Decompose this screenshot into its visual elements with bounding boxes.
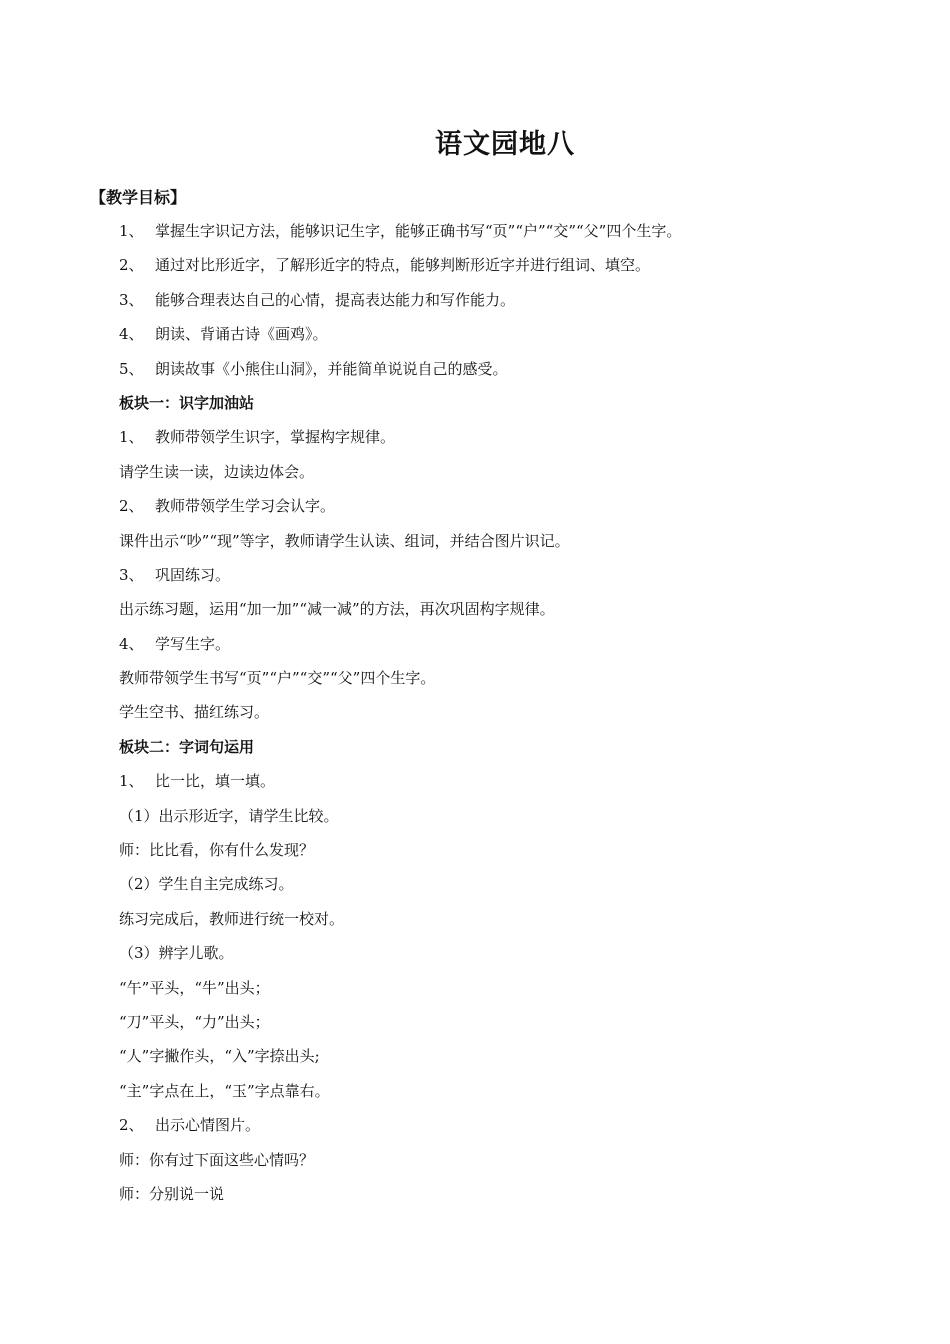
rhyme-text: “刀”平头，“力”出头； bbox=[119, 1012, 270, 1031]
objective-item bbox=[0, 323, 950, 357]
block2-step-item bbox=[0, 1114, 950, 1148]
rhyme-text: “主”字点在上，“玉”字点靠右。 bbox=[119, 1081, 330, 1100]
step-number: 4、 bbox=[119, 634, 144, 653]
block1-step-item bbox=[0, 633, 950, 667]
step-text: 比一比，填一填。 bbox=[155, 772, 276, 791]
block2-heading: 板块二：字词句运用 bbox=[119, 737, 255, 756]
step-text: 巩固练习。 bbox=[155, 565, 231, 584]
rhyme-line bbox=[0, 1080, 950, 1114]
objective-number: 4、 bbox=[119, 325, 144, 344]
step-number: 1、 bbox=[119, 772, 144, 791]
block1-note bbox=[0, 461, 950, 495]
block1-heading: 板块一：识字加油站 bbox=[119, 393, 255, 412]
body-text: （2）学生自主完成练习。 bbox=[119, 875, 294, 894]
block1-note bbox=[0, 530, 950, 564]
block1-step-item bbox=[0, 495, 950, 529]
block2-heading-line bbox=[0, 736, 950, 770]
body-text: （3）辨字儿歌。 bbox=[119, 944, 234, 963]
objective-item bbox=[0, 220, 950, 254]
rhyme-line bbox=[0, 1045, 950, 1079]
objective-item bbox=[0, 254, 950, 288]
body-text: 练习完成后，教师进行统一校对。 bbox=[119, 909, 345, 928]
step-text: 教师带领学生学习会认字。 bbox=[155, 497, 336, 516]
objective-number: 5、 bbox=[119, 359, 144, 378]
objective-number: 2、 bbox=[119, 256, 144, 275]
block2-line bbox=[0, 805, 950, 839]
step-text: 出示心情图片。 bbox=[155, 1116, 261, 1135]
objectives-heading: 【教学目标】 bbox=[90, 188, 187, 207]
block2-line bbox=[0, 1149, 950, 1183]
block1-note bbox=[0, 667, 950, 701]
block2-line bbox=[0, 942, 950, 976]
note-text: 出示练习题，运用“加一加”“减一减”的方法，再次巩固构字规律。 bbox=[119, 600, 555, 619]
block1-note bbox=[0, 701, 950, 735]
block1-note bbox=[0, 598, 950, 632]
body-text: 师：分别说一说 bbox=[119, 1184, 225, 1203]
body-text: 师：你有过下面这些心情吗？ bbox=[119, 1150, 315, 1169]
rhyme-line bbox=[0, 1011, 950, 1045]
rhyme-line bbox=[0, 977, 950, 1011]
body-text: 师：比比看，你有什么发现？ bbox=[119, 841, 315, 860]
objective-text: 朗读故事《小熊住山洞》，并能简单说说自己的感受。 bbox=[155, 359, 508, 378]
note-text: 请学生读一读，边读边体会。 bbox=[119, 462, 315, 481]
objective-text: 通过对比形近字，了解形近字的特点，能够判断形近字并进行组词、填空。 bbox=[155, 256, 651, 275]
objective-text: 朗读、背诵古诗《画鸡》。 bbox=[155, 325, 328, 344]
rhyme-text: “午”平头，“牛”出头； bbox=[119, 978, 270, 997]
block2-line bbox=[0, 1183, 950, 1217]
objective-text: 能够合理表达自己的心情，提高表达能力和写作能力。 bbox=[155, 290, 516, 309]
step-number: 2、 bbox=[119, 497, 144, 516]
note-text: 学生空书、描红练习。 bbox=[119, 703, 270, 722]
note-text: 教师带领学生书写“页”“户”“交”“父”四个生字。 bbox=[119, 669, 436, 688]
objective-item bbox=[0, 358, 950, 392]
step-number: 2、 bbox=[119, 1116, 144, 1135]
step-number: 1、 bbox=[119, 428, 144, 447]
body-text: （1）出示形近字，请学生比较。 bbox=[119, 806, 339, 825]
block2-line bbox=[0, 908, 950, 942]
block2-line bbox=[0, 839, 950, 873]
document-title: 语文园地八 bbox=[435, 129, 575, 160]
document-body bbox=[0, 220, 950, 1217]
objective-number: 1、 bbox=[119, 222, 144, 240]
objective-number: 3、 bbox=[119, 290, 144, 309]
objective-item bbox=[0, 289, 950, 323]
block1-heading-line bbox=[0, 392, 950, 426]
rhyme-text: “人”字撇作头，“入”字捺出头; bbox=[119, 1047, 320, 1066]
step-number: 3、 bbox=[119, 565, 144, 584]
block2-line bbox=[0, 873, 950, 907]
step-text: 教师带领学生识字，掌握构字规律。 bbox=[155, 428, 396, 447]
step-text: 学写生字。 bbox=[155, 634, 231, 653]
objective-text: 掌握生字识记方法，能够识记生字，能够正确书写“页”“户”“交”“父”四个生字。 bbox=[155, 222, 682, 240]
block2-step-item bbox=[0, 770, 950, 804]
note-text: 课件出示“吵”“现”等字，教师请学生认读、组词，并结合图片识记。 bbox=[119, 531, 570, 550]
block1-step-item bbox=[0, 426, 950, 460]
block1-step-item bbox=[0, 564, 950, 598]
